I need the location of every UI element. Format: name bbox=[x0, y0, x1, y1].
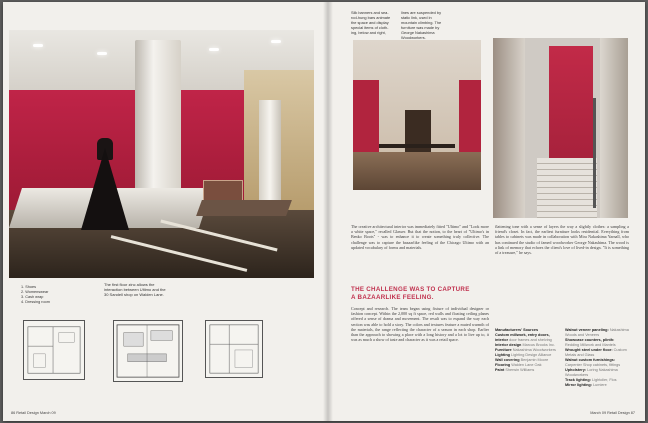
source-entry: Walnut custom furnishings: Carpenter Shop cabinets, fittings bbox=[565, 358, 621, 367]
source-entry: Custom millwork, entry doors, interior door frames and shelving bbox=[495, 333, 552, 342]
pull-quote-line: A BAZAARLIKE FEELING. bbox=[351, 294, 434, 301]
source-entry: Upholstery: Loring Nakashima Woodworkers bbox=[565, 368, 618, 377]
spread-gutter bbox=[323, 2, 333, 421]
source-entry: Flooring Walden Lane Oak bbox=[495, 363, 542, 367]
intro-caption-col1: Silk banners and sea- rod-hung bars animate the space and display special items of cloth- ing, below and right, bbox=[351, 10, 391, 35]
intro-caption-col2: lines are suspended by static link, used in mountain climbing. The furniture was made by George Nakashima Woodworkers. bbox=[401, 10, 442, 40]
source-entry: Paint Sherwin Williams bbox=[495, 368, 535, 372]
source-entry: Walnut veneer paneling: Nakashima Woods and Veneers bbox=[565, 328, 629, 337]
source-entry: Lighting Lighting Design Alliance bbox=[495, 353, 552, 357]
source-entry: Interior design Marcus Brooks Inc. bbox=[495, 343, 555, 347]
floor-plan-legend bbox=[21, 285, 50, 305]
page-folio-left: 86 Retail Design March 09 bbox=[11, 411, 56, 415]
legend-item: 4. Dressing room bbox=[21, 300, 50, 304]
magazine-spread bbox=[3, 2, 645, 421]
floor-plan-basement bbox=[23, 320, 85, 380]
legend-item: 2. Womenswear bbox=[21, 290, 49, 294]
legend-item: 3. Cash wrap bbox=[21, 295, 44, 299]
sources-list-col2 bbox=[565, 328, 629, 388]
upper-floor-photo bbox=[353, 40, 481, 190]
article-body-col1b: Concept and research. The team began using fixture of individual designer or fashion concept. Within the 2,000 sq ft space, red walls and floating ceiling planes offered a sense of drama and movement. The result was to expand the way each section was able to hold a story. The colors and textures feature a muted warmth of the materials, the range reflecting the character of a season in each shop. Earlier than the approach to showing a place with a long history and a lot to live up to, it was as much a show of taste and character as it was a retail space. bbox=[351, 306, 489, 343]
source-entry: Manufacturers' Sources bbox=[495, 328, 539, 332]
floor-plan-first-floor bbox=[113, 320, 183, 382]
source-entry: Showcase counters, plinth: Redding Millwork and Mantels bbox=[565, 338, 616, 347]
pull-quote bbox=[351, 286, 491, 302]
photo-caption: The first floor zinc allows the interaction between Ultimo and the 30 Sandell shop on Walden Lane. bbox=[104, 282, 166, 297]
source-entry: Mirror lighting: Lumiere bbox=[565, 383, 607, 387]
staircase-photo bbox=[493, 38, 628, 218]
article-body-col1: The creative architectural interior was immediately fitted "Ultimo" and "Look more a white space," recalled Glasser. But that the notion, to the heart of "Ultimo's in Benko Boots" - was to enhance it to create something truly collective. The challenge was to capture the bazaarlike feeling of the Chicago Ultimo with an updated vocabulary of forms and materials. bbox=[351, 224, 489, 250]
sources-list-col1 bbox=[495, 328, 559, 373]
page-folio-right: March 09 Retail Design 87 bbox=[590, 411, 635, 415]
pull-quote-line: THE CHALLENGE WAS TO CAPTURE bbox=[351, 286, 470, 293]
source-entry: Wall covering Benjamin Moore bbox=[495, 358, 549, 362]
store-interior-photo bbox=[9, 30, 314, 278]
source-entry: Wrought steel under floor: Custom Metals and Glass bbox=[565, 348, 627, 357]
article-body-col2: flattening tone with a sense of layers the way a slightly clothes: a sampling a friend's closet. In fact, the earliest furniture looks residential. Everything from tables to cabinets was made in collaboration with Mira Nakashima Yarnall, who has continued the studio of famed woodworker George Nakashima. The wood is a link of memory that echoes the client's love of lived-in design. "It is something of a treasure," he says. bbox=[495, 224, 629, 256]
source-entry: Track lighting: Lightolier, Flos bbox=[565, 378, 617, 382]
floor-plan-second-floor bbox=[205, 320, 263, 378]
legend-item: 1. Shoes bbox=[21, 285, 36, 289]
source-entry: Furniture Nakashima Woodworkers bbox=[495, 348, 556, 352]
